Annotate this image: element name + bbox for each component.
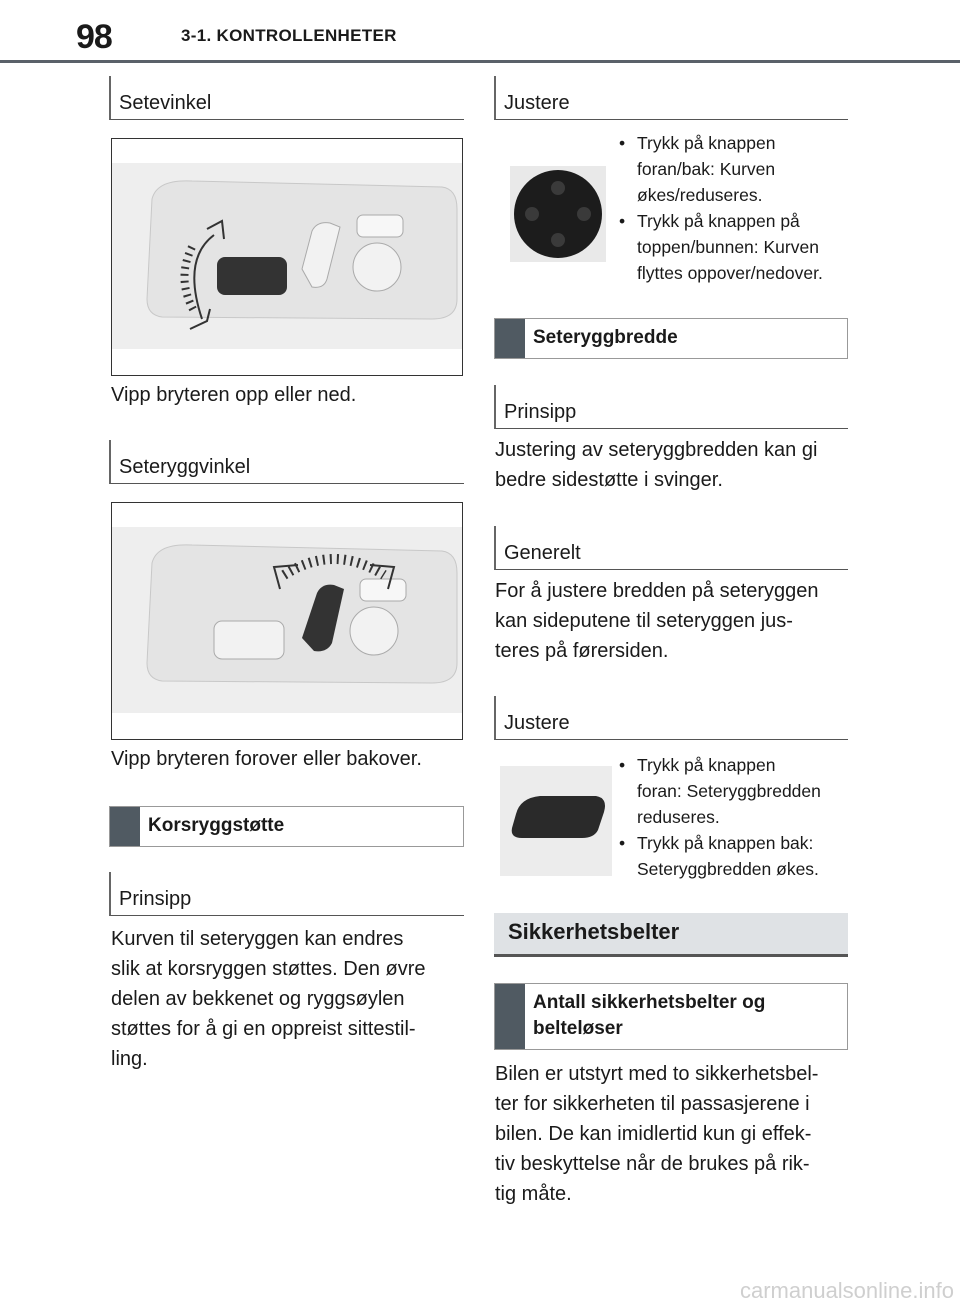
bullet-item xyxy=(615,208,855,286)
bullet-line: • Trykk på knappen på xyxy=(637,211,800,231)
subheading-label: Prinsipp xyxy=(504,401,577,423)
bullet-line: toppen/bunnen: Kurven xyxy=(637,237,819,257)
subheading-label: Prinsipp xyxy=(119,888,192,910)
subheading-label: Justere xyxy=(504,712,570,734)
bullet-item xyxy=(615,830,855,882)
backrest-width-button-illustration xyxy=(500,766,612,876)
bullet-line: • Trykk på knappen xyxy=(637,755,776,775)
bullet-line: Seteryggbredden økes. xyxy=(637,859,819,879)
subheading-setevinkel xyxy=(109,76,464,120)
bar-label: Seteryggbredde xyxy=(533,327,678,348)
bullet-item xyxy=(615,752,855,830)
generelt-paragraph xyxy=(495,576,855,666)
subheading-label: Seteryggvinkel xyxy=(119,456,251,478)
bar-label: Korsryggstøtte xyxy=(148,815,285,836)
bullet-line: reduseres. xyxy=(637,807,720,827)
bar-label-line: belteløser xyxy=(533,1018,623,1039)
bar-marker xyxy=(495,984,525,1049)
subheading-prinsipp-right xyxy=(494,385,848,429)
backrest-angle-illustration xyxy=(111,502,463,740)
page-number: 98 xyxy=(76,18,112,56)
seteryggvinkel-instruction: Vipp bryteren forover eller bakover. xyxy=(111,748,422,770)
justere-2-bullets xyxy=(615,752,855,882)
bar-antall-sikkerhetsbelter xyxy=(494,983,848,1050)
bar-seteryggbredde xyxy=(494,318,848,359)
bullet-line: økes/reduseres. xyxy=(637,185,763,205)
bullet-line: • Trykk på knappen bak: xyxy=(637,833,814,853)
text-line: For å justere bredden på seteryggen xyxy=(495,580,819,602)
text-line: Kurven til seteryggen kan endres xyxy=(111,928,404,950)
setevinkel-instruction: Vipp bryteren opp eller ned. xyxy=(111,384,357,406)
subheading-label: Setevinkel xyxy=(119,92,212,114)
seat-angle-illustration xyxy=(111,138,463,376)
bullet-line: • Trykk på knappen xyxy=(637,133,776,153)
text-line: støttes for å gi en oppreist sittestil- xyxy=(111,1018,416,1040)
text-line: teres på førersiden. xyxy=(495,640,669,662)
text-line: Justering av seteryggbredden kan gi xyxy=(495,439,818,461)
text-line: delen av bekkenet og ryggsøylen xyxy=(111,988,405,1010)
subheading-label: Generelt xyxy=(504,542,581,564)
bilen-paragraph xyxy=(495,1059,855,1209)
bar-marker xyxy=(110,807,140,846)
subheading-generelt xyxy=(494,526,848,570)
text-line: ter for sikkerheten til passasjerene i xyxy=(495,1093,810,1115)
bar-label-line: Antall sikkerhetsbelter og xyxy=(533,992,766,1013)
bullet-item xyxy=(615,130,855,208)
text-line: bedre sidestøtte i svinger. xyxy=(495,469,723,491)
subheading-label: Justere xyxy=(504,92,570,114)
watermark: carmanualsonline.info xyxy=(739,1278,954,1303)
subheading-justere-1 xyxy=(494,76,848,120)
header-rule xyxy=(0,60,960,63)
bar-marker xyxy=(495,319,525,358)
subheading-prinsipp-left xyxy=(109,872,464,916)
bullet-line: flyttes oppover/nedover. xyxy=(637,263,823,283)
text-line: Bilen er utstyrt med to sikkerhetsbel- xyxy=(495,1063,819,1085)
text-line: ling. xyxy=(111,1048,148,1070)
bar-label xyxy=(525,984,765,1049)
bullet-line: foran/bak: Kurven xyxy=(637,159,776,179)
subheading-justere-2 xyxy=(494,696,848,740)
text-line: tig måte. xyxy=(495,1183,572,1205)
section-sikkerhetsbelter: Sikkerhetsbelter xyxy=(494,913,848,957)
justere-1-bullets xyxy=(615,130,855,286)
lumbar-button-illustration xyxy=(510,166,606,262)
text-line: kan sideputene til seteryggen jus- xyxy=(495,610,793,632)
text-line: bilen. De kan imidlertid kun gi effek- xyxy=(495,1123,812,1145)
bullet-line: foran: Seteryggbredden xyxy=(637,781,821,801)
chapter-title: 3-1. KONTROLLENHETER xyxy=(181,26,397,45)
text-line: tiv beskyttelse når de brukes på rik- xyxy=(495,1153,810,1175)
text-line: slik at korsryggen støttes. Den øvre xyxy=(111,958,426,980)
subheading-seteryggvinkel xyxy=(109,440,464,484)
prinsipp-paragraph-left xyxy=(111,924,471,1074)
bar-korsryggstotte xyxy=(109,806,464,847)
prinsipp-paragraph-right xyxy=(495,435,855,495)
